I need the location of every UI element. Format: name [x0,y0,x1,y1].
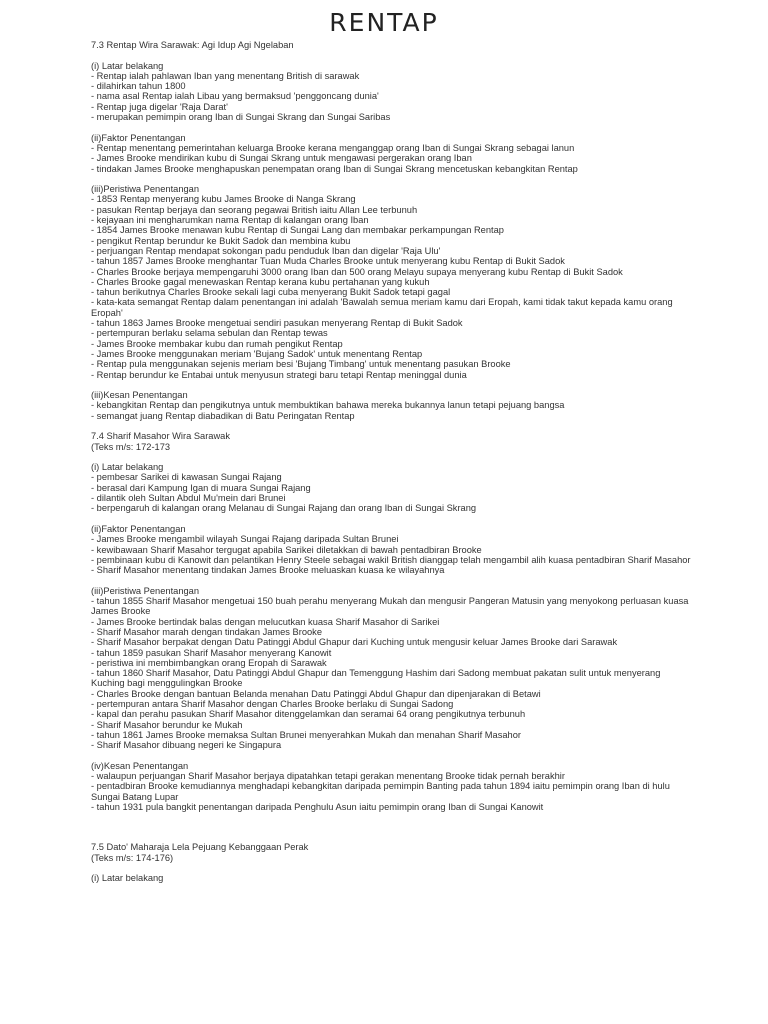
text-line: - kapal dan perahu pasukan Sharif Masahor ditenggelamkan dan seramai 64 orang pengikutnya terbunuh [91,709,526,720]
text-line: - Charles Brooke gagal menewaskan Rentap kerana kubu pertahanan yang kukuh [91,276,430,287]
text-line: - Charles Brooke berjaya mempengaruhi 3000 orang Iban dan 500 orang Melayu supaya menyerang kubu Rentap di Bukit Sadok [91,266,623,277]
text-line: - Rentap pula menggunakan sejenis meriam besi 'Bujang Timbang' untuk menentang pasukan Brooke [91,359,511,370]
paragraph-gap [91,122,691,132]
text-line: - Rentap ialah pahlawan Iban yang menentang British di sarawak [91,70,360,81]
text-line: - Sharif Masahor menentang tindakan James Brooke meluaskan kuasa ke wilayahnya [91,565,445,576]
text-line: - kebangkitan Rentap dan pengikutnya untuk membuktikan bahawa mereka bukannya lanun tetapi pejuang bangsa [91,400,565,411]
text-line: - tindakan James Brooke menghapuskan penempatan orang Iban di Sungai Skrang mencetuskan kebangkitan Rentap [91,163,578,174]
section-heading: (i) Latar belakang [91,873,164,884]
text-line: - pembesar Sarikei di kawasan Sungai Rajang [91,472,282,483]
text-line: - tahun 1857 James Brooke menghantar Tuan Muda Charles Brooke untuk menyerang kubu Rentap di Bukit Sadok [91,256,565,267]
section-heading: (iii)Kesan Penentangan [91,390,188,401]
text-line: - pertempuran berlaku selama sebulan dan Rentap tewas [91,328,328,339]
section-s73d [91,390,691,421]
text-line: - kejayaan ini mengharumkan nama Rentap di kalangan orang Iban [91,215,369,226]
text-line: - Rentap juga digelar 'Raja Darat' [91,101,228,112]
paragraph-gap [91,452,691,462]
text-line: (Teks m/s: 174-176) [91,852,174,863]
text-line: - James Brooke mendirikan kubu di Sungai Skrang untuk mengawasi pergerakan orang Iban [91,153,472,164]
text-line: - merupakan pemimpin orang Iban di Sungai Skrang dan Sungai Saribas [91,112,391,123]
text-line: - tahun 1861 James Brooke memaksa Sultan Brunei menyerahkan Mukah dan menahan Sharif Masahor [91,729,521,740]
paragraph-gap [91,174,691,184]
paragraph-gap [91,575,691,585]
text-line: - tahun 1859 pasukan Sharif Masahor menyerang Kanowit [91,647,332,658]
text-line: - pentadbiran Brooke kemudiannya menghadapi kebangkitan daripada pemimpin Banting pada tahun 1894 iaitu pemimpin orang Iban di hulu Sungai Batang Lupar [91,781,670,802]
paragraph-gap [91,863,691,873]
text-line: - walaupun perjuangan Sharif Masahor berjaya dipatahkan tetapi gerakan menentang Brooke tidak pernah berakhir [91,771,565,782]
section-heading: (iii)Peristiwa Penentangan [91,184,200,195]
text-line: - James Brooke membakar kubu dan rumah pengikut Rentap [91,338,343,349]
section-s75 [91,842,691,863]
text-line: - pertempuran antara Sharif Masahor dengan Charles Brooke berlaku di Sungai Sadong [91,699,454,709]
text-line: - dilantik oleh Sultan Abdul Mu'mein dari Brunei [91,493,286,504]
section-s74d [91,761,691,812]
section-heading: 7.5 Dato' Maharaja Lela Pejuang Kebanggaan Perak [91,842,309,853]
text-line: - perjuangan Rentap mendapat sokongan padu penduduk Iban dan digelar 'Raja Ulu' [91,245,441,256]
section-s74a [91,462,691,513]
section-s73 [91,40,691,50]
document-body [91,40,691,883]
paragraph-gap [91,380,691,390]
text-line: - semangat juang Rentap diabadikan di Batu Peringatan Rentap [91,410,355,421]
section-s73b [91,133,691,174]
text-line: (Teks m/s: 172-173 [91,441,171,452]
paragraph-gap [91,514,691,524]
text-line: - 1854 James Brooke menawan kubu Rentap di Sungai Lang dan membakar perkampungan Rentap [91,225,504,236]
text-line: - Rentap berundur ke Entabai untuk menyusun strategi baru tetapi Rentap meninggal dunia [91,369,467,380]
text-line: - dilahirkan tahun 1800 [91,81,186,92]
paragraph-gap [91,50,691,60]
text-line: - 1853 Rentap menyerang kubu James Brooke di Nanga Skrang [91,194,356,205]
section-s74c [91,586,691,751]
text-line: - tahun 1863 James Brooke mengetuai sendiri pasukan menyerang Rentap di Bukit Sadok [91,318,463,329]
text-line: - Sharif Masahor berundur ke Mukah [91,719,243,730]
section-heading: (ii)Faktor Penentangan [91,523,186,534]
paragraph-gap [91,421,691,431]
text-line: - Charles Brooke dengan bantuan Belanda menahan Datu Patinggi Abdul Ghapur dan dipenjarakan di Betawi [91,688,541,699]
section-heading: (i) Latar belakang [91,462,164,473]
text-line: - James Brooke bertindak balas dengan melucutkan kuasa Sharif Masahor di Sarikei [91,616,440,627]
section-s73a [91,61,691,123]
text-line: - berpengaruh di kalangan orang Melanau di Sungai Rajang dan orang Iban di Sungai Skrang [91,503,477,514]
text-line: - tahun berikutnya Charles Brooke sekali lagi cuba menyerang Bukit Sadok tetapi gagal [91,287,451,298]
text-line: - Sharif Masahor dibuang negeri ke Singapura [91,740,282,751]
section-s74b [91,524,691,575]
section-s73c [91,184,691,380]
section-heading: (iii)Peristiwa Penentangan [91,585,200,596]
text-line: - tahun 1855 Sharif Masahor mengetuai 150 buah perahu menyerang Mukah dan mengusir Pangeran Matusin yang menyokong perluasan kuasa James Brooke [91,596,689,617]
section-heading: (ii)Faktor Penentangan [91,132,186,143]
paragraph-gap [91,812,691,842]
text-line: - Sharif Masahor berpakat dengan Datu Patinggi Abdul Ghapur dari Kuching untuk mengusir keluar James Brooke dari Sarawak [91,637,618,648]
text-line: - kewibawaan Sharif Masahor tergugat apabila Sarikei diletakkan di bawah pentadbiran Brooke [91,544,482,555]
text-line: - pasukan Rentap berjaya dan seorang pegawai British iaitu Allan Lee terbunuh [91,204,418,215]
text-line: - Rentap menentang pemerintahan keluarga Brooke kerana menganggap orang Iban di Sungai Skrang sebagai lanun [91,142,575,153]
text-line: - James Brooke menggunakan meriam 'Bujang Sadok' untuk menentang Rentap [91,348,423,359]
paragraph-gap [91,750,691,760]
section-heading: 7.3 Rentap Wira Sarawak: Agi Idup Agi Ngelaban [91,40,294,50]
section-s75a [91,873,691,883]
text-line: - peristiwa ini membimbangkan orang Eropah di Sarawak [91,657,327,668]
section-s74 [91,431,691,452]
section-heading: (iv)Kesan Penentangan [91,760,189,771]
text-line: - pengikut Rentap berundur ke Bukit Sadok dan membina kubu [91,235,351,246]
text-line: - Sharif Masahor marah dengan tindakan James Brooke [91,626,322,637]
text-line: - James Brooke mengambil wilayah Sungai Rajang daripada Sultan Brunei [91,534,399,545]
text-line: - pembinaan kubu di Kanowit dan pelantikan Henry Steele sebagai wakil British dianggap telah mengambil alih kuasa pentadbiran Sharif Masahor [91,554,691,565]
section-heading: (i) Latar belakang [91,60,164,71]
text-line: - tahun 1860 Sharif Masahor, Datu Patinggi Abdul Ghapur dan Temenggung Hashim dari Sadong membuat pakatan sulit untuk menyerang Kuching bagi menggulingkan Brooke [91,668,661,689]
section-heading: 7.4 Sharif Masahor Wira Sarawak [91,431,230,442]
text-line: - tahun 1931 pula bangkit penentangan daripada Penghulu Asun iaitu pemimpin orang Iban di Sungai Kanowit [91,801,544,812]
text-line: - berasal dari Kampung Igan di muara Sungai Rajang [91,482,311,493]
text-line: - nama asal Rentap ialah Libau yang bermaksud 'penggoncang dunia' [91,91,379,102]
text-line: - kata-kata semangat Rentap dalam penentangan ini adalah 'Bawalah semua meriam kamu dari Eropah, kami tidak takut kepada kamu orang Eropah' [91,297,673,318]
document-title: RENTAP [329,8,439,37]
